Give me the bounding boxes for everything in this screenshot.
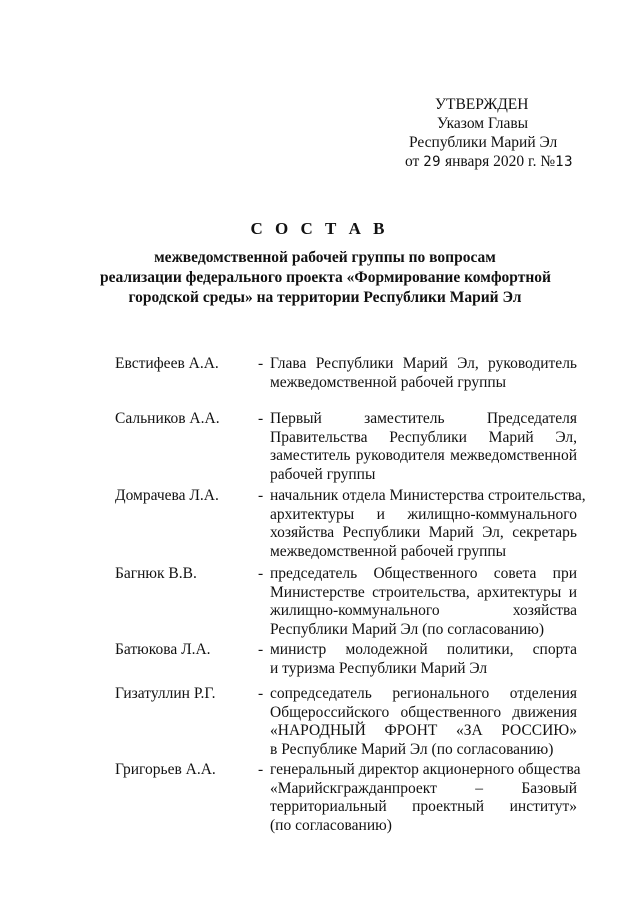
member-role-line: хозяйства Республики Марий Эл, секретарь: [270, 524, 577, 541]
approval-date-prefix: от: [405, 153, 420, 170]
member-role-line: Министерстве строительства, архитектуры и: [270, 583, 577, 601]
subtitle-line: городской среды» на территории Республики Марий Эл: [128, 289, 522, 306]
member-role: [270, 565, 577, 639]
member-role: [270, 761, 581, 835]
member-row: [115, 641, 615, 678]
member-row: [115, 761, 615, 835]
member-dash: -: [258, 641, 264, 658]
member-name: Григорьев А.А.: [115, 761, 216, 778]
approval-title: УТВЕРЖДЕН: [435, 96, 529, 113]
member-dash: -: [258, 685, 264, 702]
member-role: [270, 355, 577, 392]
member-role-line: генеральный директор акционерного общества: [270, 761, 581, 778]
member-dash: -: [258, 565, 264, 582]
approval-date-line: [395, 152, 615, 172]
member-role-line: Общероссийского общественного движения: [270, 703, 577, 721]
subtitle-line: реализации федерального проекта «Формирование комфортной: [100, 269, 551, 286]
member-role-line: Правительства Республики Марий Эл,: [270, 428, 577, 446]
member-row: [115, 410, 615, 484]
member-role: [270, 410, 577, 484]
member-role-line: председатель Общественного совета при: [270, 565, 577, 582]
member-role-line: «НАРОДНЫЙ ФРОНТ «ЗА РОССИЮ»: [270, 722, 577, 739]
member-role-line: жилищно-коммунального хозяйства: [270, 602, 577, 619]
member-role-line: (по согласованию): [270, 816, 392, 834]
member-name: Гизатуллин Р.Г.: [115, 685, 216, 702]
member-role-line: заместитель руководителя межведомственной: [270, 447, 577, 464]
approval-decree: Указом Главы: [437, 115, 529, 132]
member-name: Евстифеев А.А.: [115, 355, 219, 372]
member-role: [270, 685, 577, 759]
member-role: [270, 487, 586, 561]
member-role-line: Республики Марий Эл (по согласованию): [270, 620, 544, 638]
member-dash: -: [258, 487, 264, 504]
member-row: [115, 487, 615, 561]
member-name: Багнюк В.В.: [115, 565, 197, 582]
member-name: Батюкова Л.А.: [115, 641, 211, 658]
member-role-line: «Марийскгражданпроект – Базовый: [270, 779, 577, 797]
member-name: Сальников А.А.: [115, 410, 220, 427]
member-name: Домрачева Л.А.: [115, 487, 219, 504]
approval-republic: Республики Марий Эл: [409, 134, 558, 151]
member-role-line: в Республике Марий Эл (по согласованию): [270, 740, 554, 758]
member-dash: -: [258, 355, 264, 372]
member-role-line: и туризма Республики Марий Эл: [270, 659, 488, 677]
member-role-line: начальник отдела Министерства строительства,: [270, 487, 586, 504]
member-row: [115, 685, 615, 759]
member-row: [115, 355, 615, 392]
member-role-line: Первый заместитель Председателя: [270, 410, 577, 427]
member-role-line: межведомственной рабочей группы: [270, 373, 507, 391]
member-role-line: рабочей группы: [270, 465, 376, 483]
approval-day: 29: [423, 154, 442, 170]
member-role-line: министр молодежной политики, спорта: [270, 641, 577, 658]
subtitle-line: межведомственной рабочей группы по вопросам: [154, 249, 496, 266]
member-role-line: архитектуры и жилищно-коммунального: [270, 505, 577, 523]
approval-month-year: января 2020 г. №: [444, 153, 556, 170]
member-row: [115, 565, 615, 639]
member-role-line: территориальный проектный институт»: [270, 798, 577, 815]
member-role-line: межведомственной рабочей группы: [270, 542, 507, 560]
member-role-line: сопредседатель регионального отделения: [270, 685, 577, 702]
document-title: С О С Т А В: [250, 219, 389, 238]
member-dash: -: [258, 410, 264, 427]
document-subtitle: [100, 248, 550, 308]
approval-stamp: [395, 95, 615, 172]
member-role: [270, 641, 577, 678]
approval-number: 13: [555, 154, 573, 170]
member-dash: -: [258, 761, 264, 778]
member-role-line: Глава Республики Марий Эл, руководитель: [270, 355, 577, 372]
